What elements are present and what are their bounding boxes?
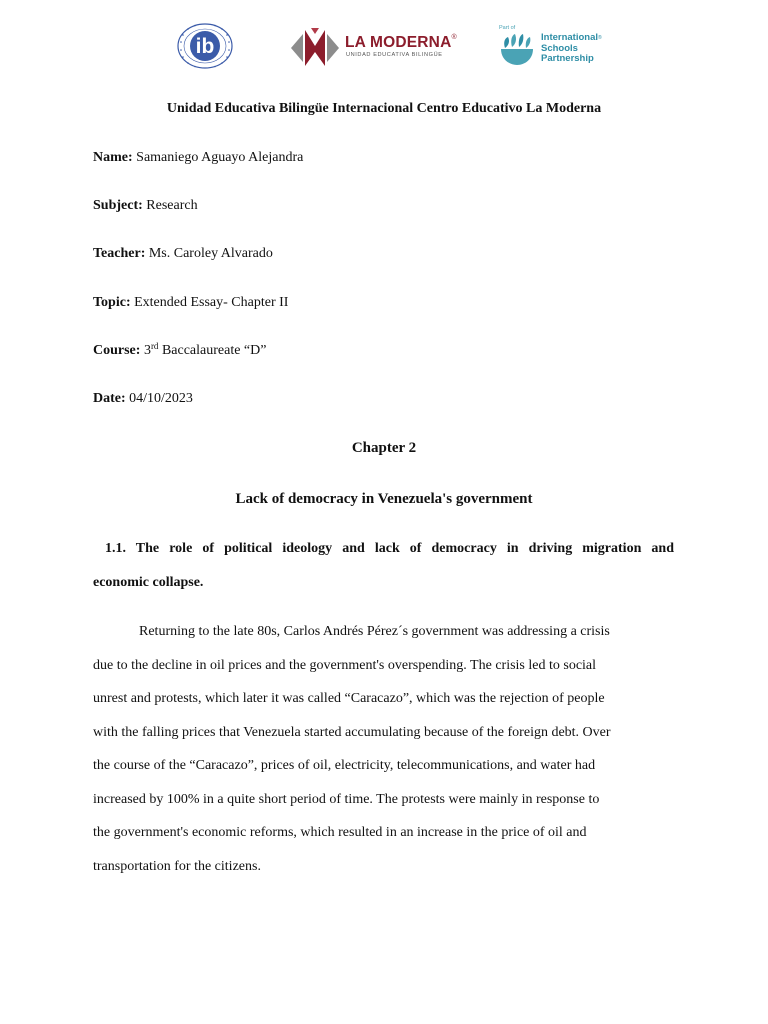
chapter-title: Lack of democracy in Venezuela's government xyxy=(235,491,533,507)
section-heading-line-1: 1.1. The role of political ideology and lack of democracy in driving migration and xyxy=(105,541,674,556)
section-heading xyxy=(93,532,674,600)
name-field: Name: Samaniego Aguayo Alejandra xyxy=(93,150,304,165)
chapter-heading: Chapter 2 xyxy=(351,440,417,456)
paragraph-line: unrest and protests, which later it was called “Caracazo”, which was the rejection of people xyxy=(93,691,605,706)
paragraph-line: Returning to the late 80s, Carlos Andrés Pérez´s government was addressing a crisis xyxy=(139,624,610,639)
isp-name: International® Schools Partnership xyxy=(541,32,602,64)
course-field: Course: 3rd Baccalaureate “D” xyxy=(93,341,267,358)
paragraph-line: the course of the “Caracazo”, prices of oil, electricity, telecommunications, and water had xyxy=(93,758,596,773)
isp-part-of: Part of xyxy=(499,25,516,31)
la-moderna-logo xyxy=(289,26,469,70)
la-moderna-name: LA MODERNA® xyxy=(345,34,457,51)
ib-world-school-logo xyxy=(175,22,235,70)
subject-field: Subject: Research xyxy=(93,198,198,213)
section-heading-line-2: economic collapse. xyxy=(93,575,204,590)
paragraph-line: due to the decline in oil prices and the government's overspending. The crisis led to social xyxy=(93,657,597,673)
topic-field: Topic: Extended Essay- Chapter II xyxy=(93,295,289,310)
header-logos xyxy=(0,20,768,72)
la-moderna-mark-icon xyxy=(289,26,341,70)
isp-leaves-icon xyxy=(497,29,537,67)
international-schools-partnership-logo xyxy=(497,25,627,69)
paragraph-line: with the falling prices that Venezuela started accumulating because of the foreign debt. Over xyxy=(93,724,611,740)
body-paragraph xyxy=(93,615,678,883)
paragraph-line: increased by 100% in a quite short period of time. The protests were mainly in response to xyxy=(93,791,600,807)
teacher-field: Teacher: Ms. Caroley Alvarado xyxy=(93,246,273,261)
school-name: Unidad Educativa Bilingüe Internacional Centro Educativo La Moderna xyxy=(166,101,602,116)
date-field: Date: 04/10/2023 xyxy=(93,391,193,406)
la-moderna-subtitle: UNIDAD EDUCATIVA BILINGÜE xyxy=(346,52,443,58)
paragraph-line: transportation for the citizens. xyxy=(93,858,261,874)
svg-text:ib: ib xyxy=(195,35,215,58)
paragraph-line: the government's economic reforms, which resulted in an increase in the price of oil and xyxy=(93,825,587,840)
